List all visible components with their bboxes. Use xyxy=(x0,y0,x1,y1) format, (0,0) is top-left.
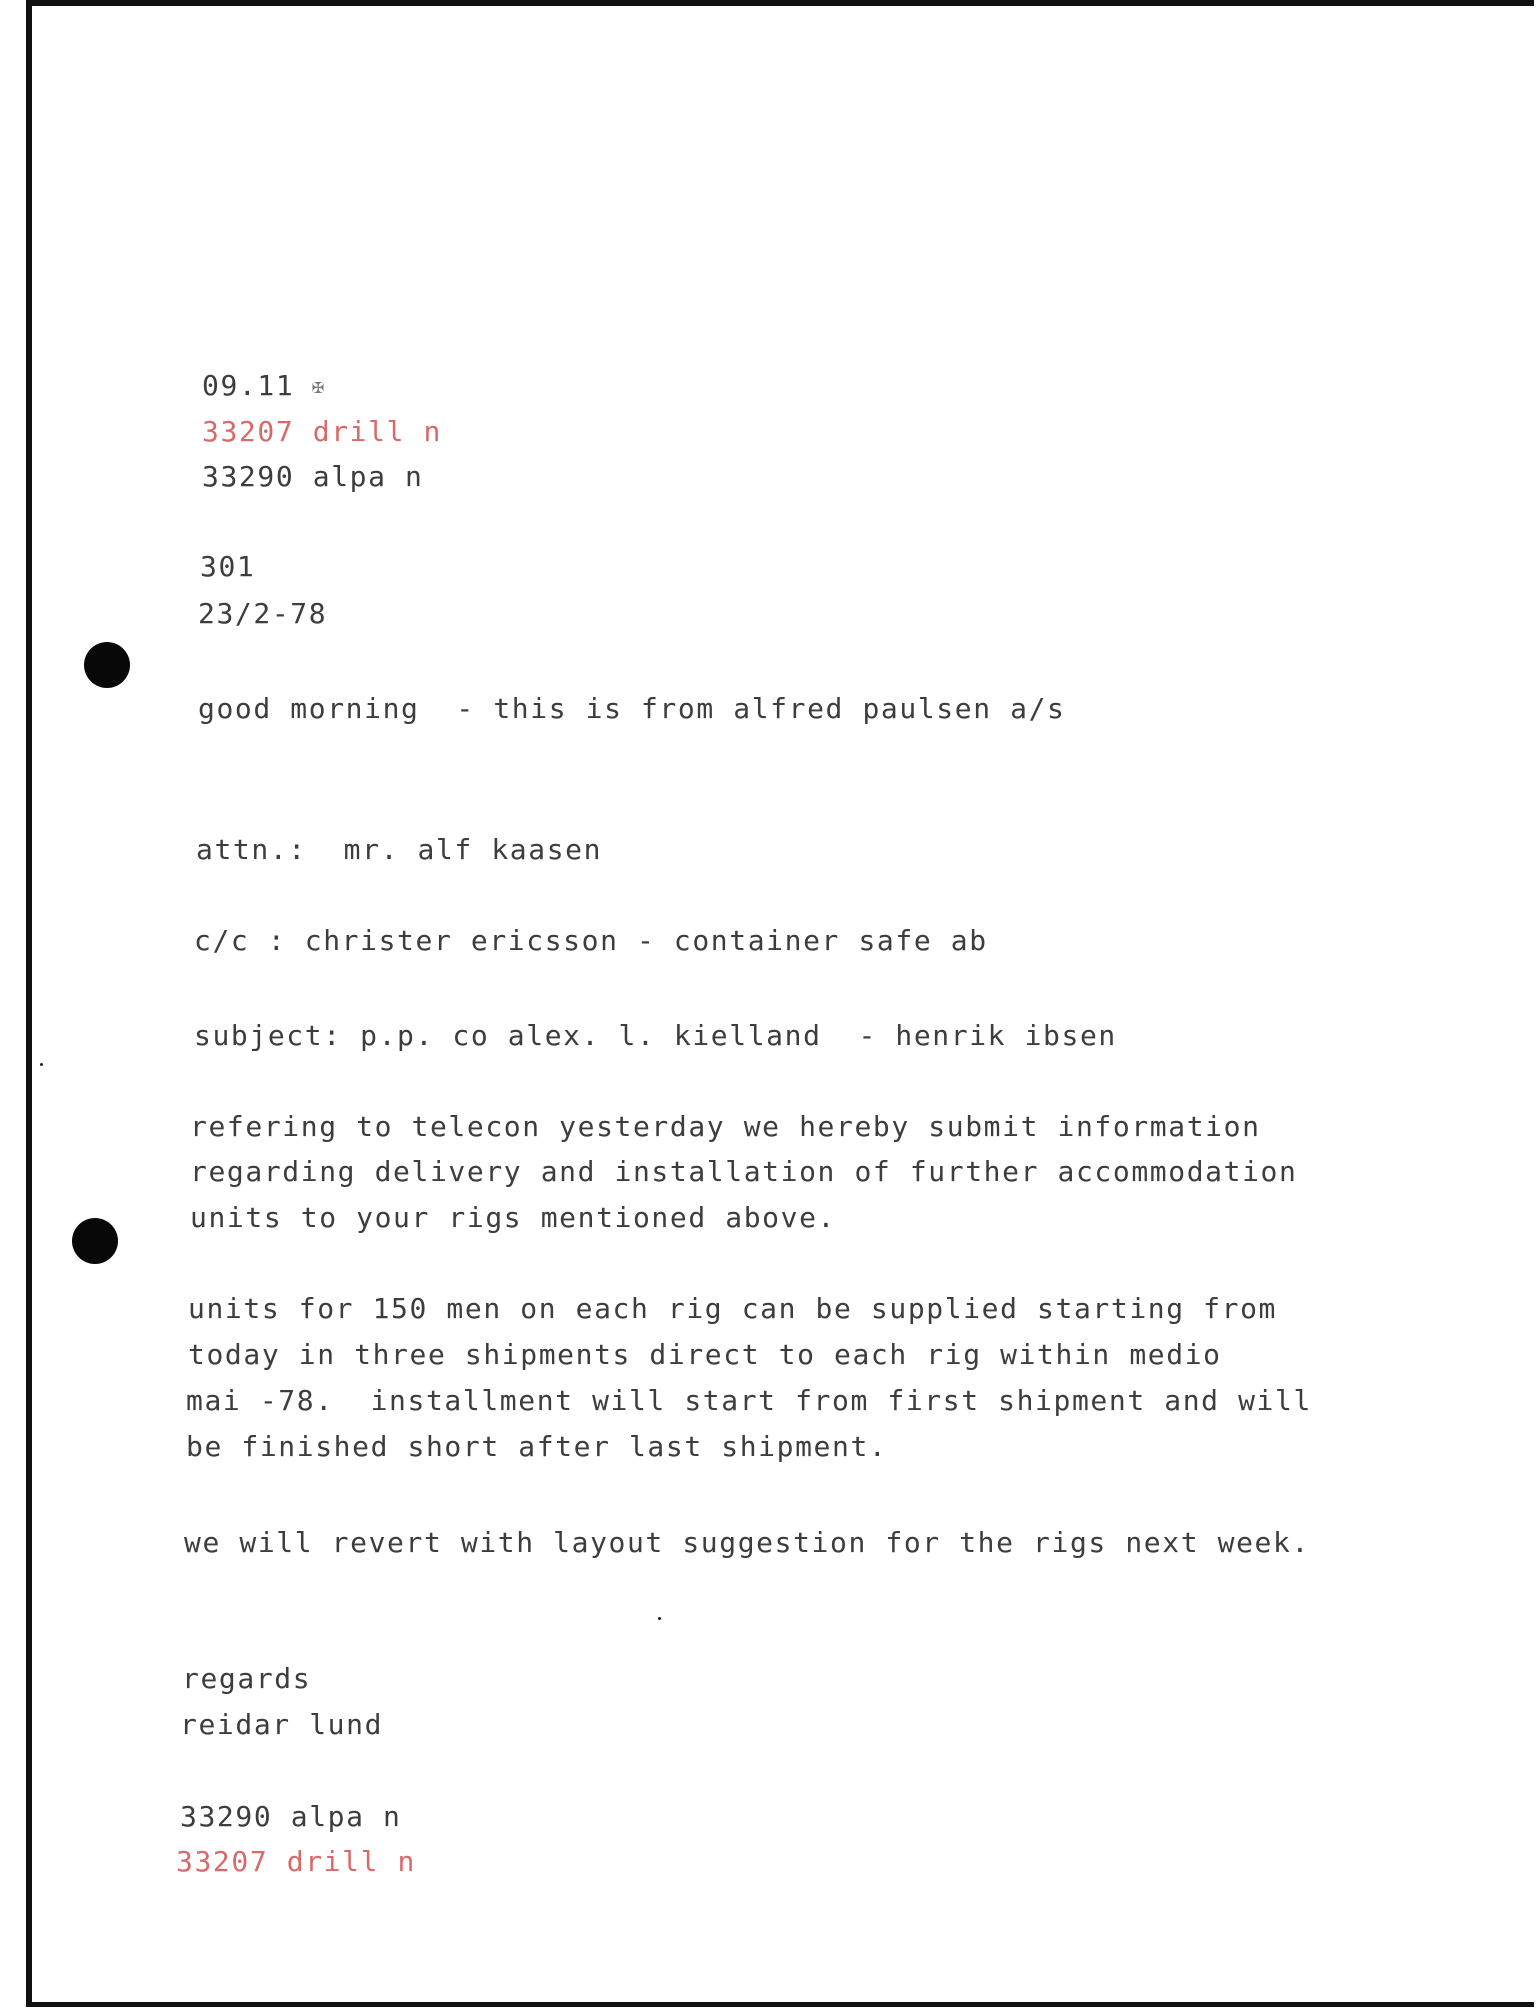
scan-speck xyxy=(40,1063,43,1066)
telex-station-mark-icon: ✠ xyxy=(312,374,325,398)
subject-line: subject: p.p. co alex. l. kielland - henrik ibsen xyxy=(194,1019,1117,1052)
punch-hole-top xyxy=(84,642,130,688)
body-line: units to your rigs mentioned above. xyxy=(190,1201,837,1234)
greeting: good morning - this is from alfred paulsen a/s xyxy=(198,692,1066,725)
cc-line: c/c : christer ericsson - container safe ab xyxy=(194,924,988,957)
body-line: today in three shipments direct to each rig within medio xyxy=(188,1338,1222,1371)
body-line: mai -78. installment will start from first shipment and will xyxy=(186,1384,1312,1417)
punch-hole-bottom xyxy=(72,1218,118,1264)
closing-regards: regards xyxy=(182,1662,312,1695)
header-number: 301 xyxy=(200,550,256,583)
body-line: regarding delivery and installation of further accommodation xyxy=(190,1155,1298,1188)
footer-answerback-drill: 33207 drill n xyxy=(176,1845,416,1878)
body-line: we will revert with layout suggestion for the rigs next week. xyxy=(184,1526,1310,1559)
closing-name: reidar lund xyxy=(180,1708,384,1741)
telex-page xyxy=(26,0,1534,2007)
header-date: 23/2-78 xyxy=(198,597,328,630)
header-time: 09.11 xyxy=(202,369,295,402)
footer-answerback-alpa: 33290 alpa n xyxy=(180,1800,402,1833)
body-line: be finished short after last shipment. xyxy=(186,1430,888,1463)
header-answerback-alpa: 33290 alpa n xyxy=(202,460,424,493)
header-answerback-drill: 33207 drill n xyxy=(202,415,442,448)
body-line: units for 150 men on each rig can be supplied starting from xyxy=(188,1292,1277,1325)
body-line: refering to telecon yesterday we hereby submit information xyxy=(190,1110,1261,1143)
attn-line: attn.: mr. alf kaasen xyxy=(196,833,603,866)
scan-speck xyxy=(658,1617,661,1620)
